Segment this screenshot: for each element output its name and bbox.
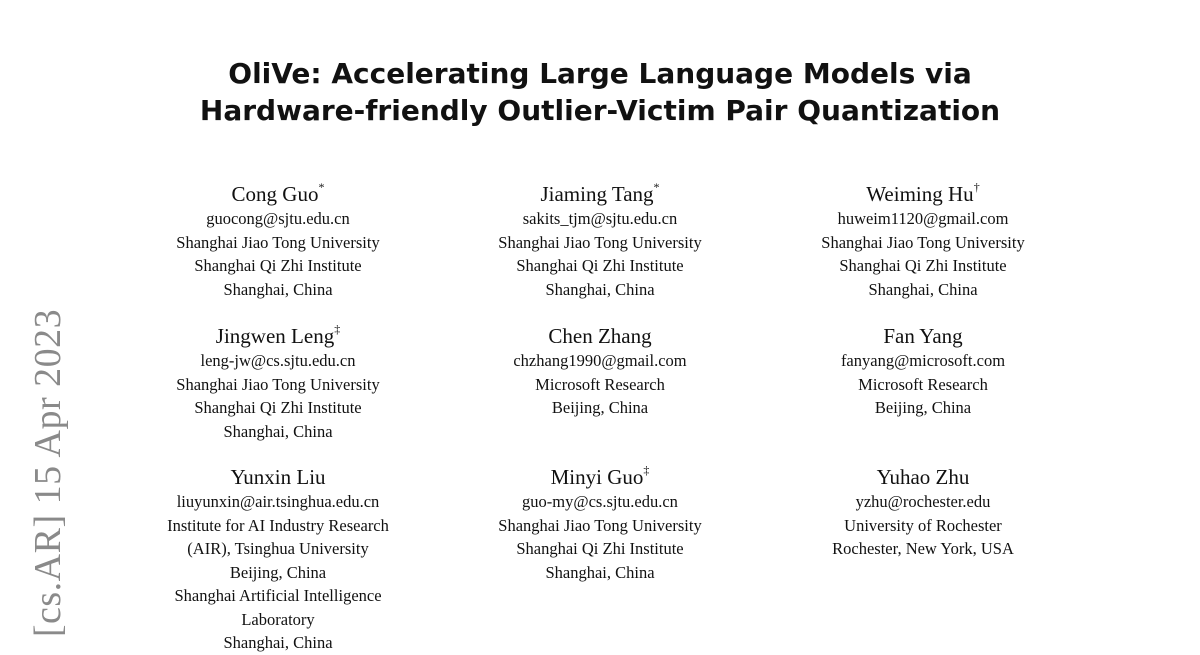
author-block bbox=[118, 459, 438, 655]
author-mark: * bbox=[653, 180, 660, 194]
author-affiliation: Laboratory bbox=[241, 609, 315, 629]
author-location: Beijing, China bbox=[874, 398, 972, 417]
author-mark: ‡ bbox=[643, 463, 650, 477]
author-mark: ‡ bbox=[334, 322, 341, 336]
author-location: Shanghai, China bbox=[223, 279, 333, 299]
author-name bbox=[118, 459, 438, 490]
author-affiliation: Shanghai Qi Zhi Institute bbox=[194, 256, 362, 275]
author-name bbox=[440, 459, 760, 490]
author-mark: * bbox=[318, 180, 325, 194]
author-email: chzhang1990@gmail.com bbox=[513, 351, 687, 370]
author-name bbox=[763, 318, 1083, 349]
author-block bbox=[763, 459, 1083, 561]
author-location: Shanghai, China bbox=[868, 279, 978, 299]
author-name-text: Jingwen Leng bbox=[215, 324, 335, 348]
author-block bbox=[440, 318, 760, 420]
author-affiliation: Shanghai Qi Zhi Institute bbox=[516, 539, 684, 558]
author-name-text: Fan Yang bbox=[883, 324, 963, 348]
author-block bbox=[118, 318, 438, 443]
author-affiliation: Shanghai Qi Zhi Institute bbox=[194, 398, 362, 417]
author-block bbox=[763, 176, 1083, 301]
author-name bbox=[763, 176, 1083, 207]
author-name-text: Chen Zhang bbox=[548, 324, 652, 348]
author-block bbox=[763, 318, 1083, 420]
author-name-text: Cong Guo bbox=[231, 182, 319, 206]
paper-title-line-1: OliVe: Accelerating Large Language Models via bbox=[228, 57, 972, 90]
author-email: leng-jw@cs.sjtu.edu.cn bbox=[200, 351, 356, 370]
author-affiliation: University of Rochester bbox=[844, 515, 1002, 535]
author-location: Shanghai, China bbox=[223, 421, 333, 441]
author-affiliation: Shanghai Jiao Tong University bbox=[498, 232, 702, 252]
arxiv-identifier bbox=[28, 300, 68, 645]
author-name-text: Jiaming Tang bbox=[540, 182, 654, 206]
author-affiliation: Shanghai Jiao Tong University bbox=[176, 374, 380, 394]
author-name bbox=[763, 459, 1083, 490]
author-name-text: Minyi Guo bbox=[550, 465, 644, 489]
author-location: Shanghai, China bbox=[545, 279, 655, 299]
author-affiliation: Microsoft Research bbox=[535, 374, 665, 394]
author-affiliation: Shanghai Qi Zhi Institute bbox=[839, 256, 1007, 275]
author-affiliation: Shanghai Artificial Intelligence bbox=[174, 586, 382, 605]
author-name-text: Weiming Hu bbox=[866, 182, 974, 206]
author-email: yzhu@rochester.edu bbox=[855, 492, 991, 511]
author-name bbox=[118, 318, 438, 349]
author-email: guo-my@cs.sjtu.edu.cn bbox=[522, 492, 678, 511]
author-email: huweim1120@gmail.com bbox=[837, 209, 1009, 228]
author-name bbox=[440, 318, 760, 349]
author-location: Shanghai, China bbox=[223, 633, 333, 652]
paper-title bbox=[0, 55, 1200, 129]
author-location: Beijing, China bbox=[551, 398, 649, 417]
arxiv-identifier-text: [cs.AR] 15 Apr 2023 bbox=[27, 308, 70, 637]
author-block bbox=[440, 459, 760, 584]
author-affiliation: Institute for AI Industry Research bbox=[167, 515, 389, 535]
author-affiliation: (AIR), Tsinghua University bbox=[187, 539, 369, 558]
author-email: fanyang@microsoft.com bbox=[840, 351, 1006, 370]
author-affiliation: Shanghai Jiao Tong University bbox=[498, 515, 702, 535]
author-email: sakits_tjm@sjtu.edu.cn bbox=[522, 209, 678, 228]
author-email: guocong@sjtu.edu.cn bbox=[206, 209, 350, 228]
author-name bbox=[118, 176, 438, 207]
author-name bbox=[440, 176, 760, 207]
author-affiliation: Shanghai Qi Zhi Institute bbox=[516, 256, 684, 275]
paper-title-line-2: Hardware-friendly Outlier-Victim Pair Quantization bbox=[199, 94, 1001, 127]
author-location: Rochester, New York, USA bbox=[832, 539, 1014, 558]
author-affiliation: Shanghai Jiao Tong University bbox=[176, 232, 380, 252]
author-name-text: Yuhao Zhu bbox=[876, 465, 970, 489]
author-location: Shanghai, China bbox=[545, 562, 655, 582]
author-mark: † bbox=[973, 180, 980, 194]
author-block bbox=[118, 176, 438, 301]
author-affiliation: Microsoft Research bbox=[858, 374, 988, 394]
author-block bbox=[440, 176, 760, 301]
author-affiliation: Shanghai Jiao Tong University bbox=[821, 232, 1025, 252]
author-email: liuyunxin@air.tsinghua.edu.cn bbox=[176, 492, 380, 511]
author-name-text: Yunxin Liu bbox=[230, 465, 326, 489]
author-location: Beijing, China bbox=[229, 562, 327, 582]
